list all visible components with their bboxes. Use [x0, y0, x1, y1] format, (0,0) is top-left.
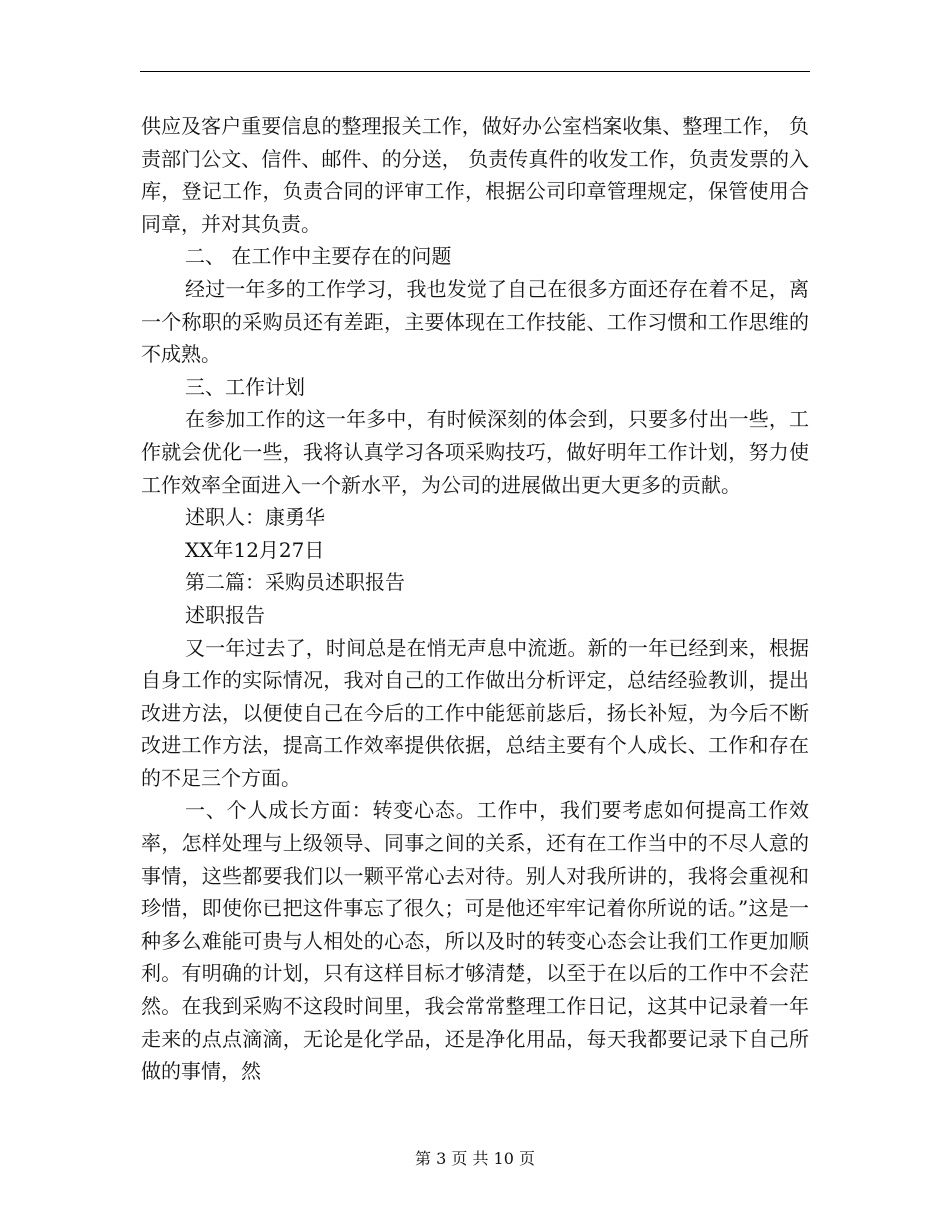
section-heading-problems: 二、 在工作中主要存在的问题: [185, 244, 452, 269]
report-title: 述职报告: [185, 602, 265, 627]
header-rule: [140, 71, 810, 72]
section-heading-plan: 三、工作计划: [185, 374, 305, 399]
paragraph-intro: 又一年过去了，时间总是在悄无声息中流逝。新的一年已经到来，根据自身工作的实际情况，我对自己的工作做出分析评定，总结经验教训，提出改进方法，以便使自己在今后的工作中能惩前毖后，扬长补短，为今后不断改进工作方法，提高工作效率提供依据，总结主要有个人成长、工作和存在的不足三个方面。: [141, 635, 809, 790]
signature-line: 述职人：康勇华: [185, 505, 325, 530]
page-number: 第 3 页 共 10 页: [415, 1149, 535, 1168]
paragraph-problems: 经过一年多的工作学习，我也发觉了自己在很多方面还存在着不足，离一个称职的采购员还有差距，主要体现在工作技能、工作习惯和工作思维的不成熟。: [141, 276, 809, 367]
document-body: [141, 110, 809, 1088]
paragraph-plan: 在参加工作的这一年多中，有时候深刻的体会到，只要多付出一些，工作就会优化一些，我将认真学习各项采购技巧，做好明年工作计划，努力使工作效率全面进入一个新水平，为公司的进展做出更大更多的贡献。: [141, 407, 809, 497]
paragraph-continuation: 供应及客户重要信息的整理报关工作，做好办公室档案收集、整理工作， 负责部门公文、信件、邮件、的分送， 负责传真件的收发工作，负责发票的入库，登记工作，负责合同的评审工作，根据公司印章管理规定，保管使用合同章，并对其负责。: [141, 114, 809, 236]
paragraph-personal-growth: 一、个人成长方面：转变心态。工作中，我们要考虑如何提高工作效率，怎样处理与上级领导、同事之间的关系，还有在工作当中的不尽人意的事情，这些都要我们以一颗平常心去对待。别人对我所讲的，我将会重视和珍惜，即使你已把这件事忘了很久；可是他还牢牢记着你所说的话。”这是一种多么难能可贵与人相处的心态，所以及时的转变心态会让我们工作更加顺利。有明确的计划，只有这样目标才够清楚，以至于在以后的工作中不会茫然。在我到采购不这段时间里，我会常常整理工作日记，这其中记录着一年走来的点点滴滴，无论是化学品，还是净化用品，每天我都要记录下自己所做的事情，然: [141, 798, 809, 1084]
chapter-title: 第二篇：采购员述职报告: [185, 570, 405, 595]
date-line: XX年12月27日: [185, 537, 325, 562]
